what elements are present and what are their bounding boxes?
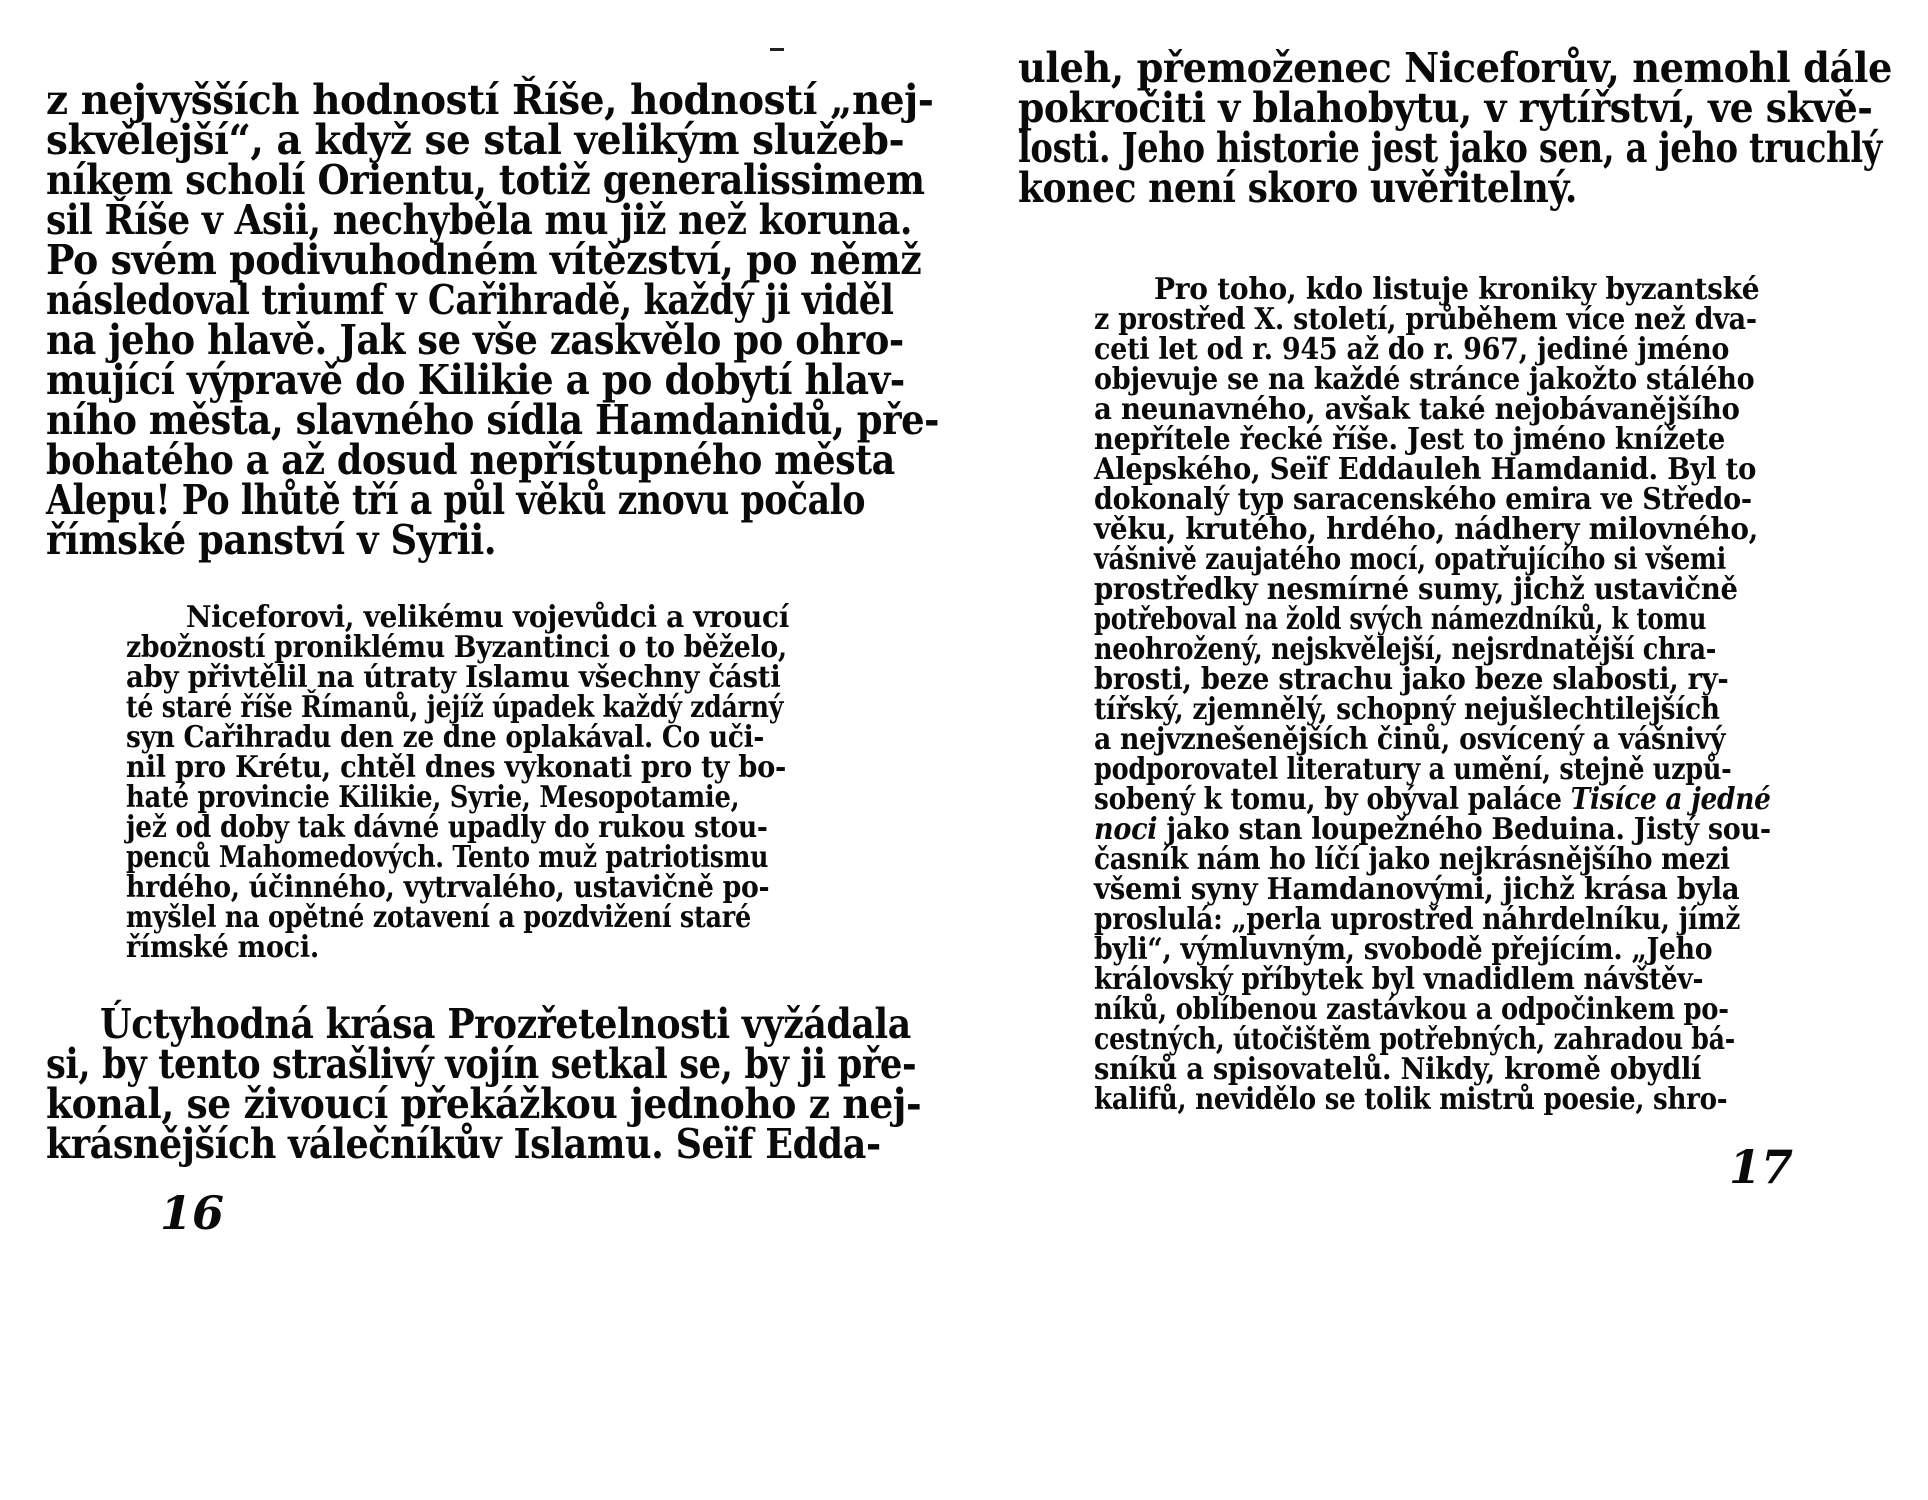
text-line: následoval triumf v Cařihradě, každý ji viděl bbox=[46, 276, 894, 324]
text-line: z prostřed X. století, průběhem více než dva- bbox=[1094, 302, 1757, 337]
text-line: Alepu! Po lhůtě tří a půl věků znovu počalo bbox=[46, 476, 866, 524]
text-line: kalifů, nevidělo se tolik mistrů poesie, shro- bbox=[1094, 1082, 1728, 1117]
text-line: Úctyhodná krása Prozřetelnosti vyžádala bbox=[100, 1000, 911, 1048]
text-line: sníků a spisovatelů. Nikdy, kromě obydlí bbox=[1094, 1052, 1702, 1087]
text-line: zbožností proniklému Byzantinci o to běželo, bbox=[126, 630, 787, 665]
text-line: té staré říše Římanů, jejíž úpadek každý zdárný bbox=[126, 690, 784, 725]
text-line: byli“, výmluvným, svobodě přejícím. „Jeho bbox=[1094, 932, 1713, 967]
text-line: krásnějších válečníkův Islamu. Seïf Edda- bbox=[46, 1120, 881, 1168]
page-number-left: 16 bbox=[160, 1186, 225, 1240]
text-line: uleh, přemoženec Niceforův, nemohl dále bbox=[1018, 44, 1892, 92]
text-line: nil pro Krétu, chtěl dnes vykonati pro ty bo- bbox=[126, 750, 787, 785]
text-line: losti. Jeho historie jest jako sen, a jeho truchlý bbox=[1018, 124, 1882, 172]
text-line: časník nám ho líčí jako nejkrásnějšího mezi bbox=[1094, 842, 1730, 877]
text-line: Pro toho, kdo listuje kroniky byzantské bbox=[1154, 272, 1760, 307]
text-line: níků, oblíbenou zastávkou a odpočinkem po- bbox=[1094, 992, 1729, 1027]
text-line: na jeho hlavě. Jak se vše zaskvělo po ohro- bbox=[46, 316, 904, 364]
text-line: si, by tento strašlivý vojín setkal se, by ji pře- bbox=[46, 1040, 917, 1088]
text-line: dokonalý typ saracenského emira ve Středo- bbox=[1094, 482, 1752, 517]
text-line: konal, se živoucí překážkou jednoho z nej- bbox=[46, 1080, 922, 1128]
text-line: nepřítele řecké říše. Jest to jméno knížete bbox=[1094, 422, 1725, 457]
text-line: objevuje se na každé stránce jakožto stálého bbox=[1094, 362, 1755, 397]
text-line: římské moci. bbox=[126, 930, 319, 965]
text-line: Po svém podivuhodném vítězství, po němž bbox=[46, 236, 922, 284]
text-line: cestných, útočištěm potřebných, zahradou bá- bbox=[1094, 1022, 1735, 1057]
text-line: brosti, beze strachu jako beze slabosti, ry- bbox=[1094, 662, 1729, 697]
text-segment: sobený k tomu, by obýval paláce bbox=[1094, 782, 1562, 817]
text-line: proslulá: „perla uprostřed náhrdelníku, jímž bbox=[1094, 902, 1741, 937]
text-line: sil Říše v Asii, nechyběla mu již než koruna. bbox=[46, 196, 913, 244]
text-line: jež od doby tak dávné upadly do rukou stou- bbox=[126, 810, 768, 845]
italic-title: noci bbox=[1094, 812, 1158, 847]
print-mark bbox=[770, 48, 784, 51]
text-line: Niceforovi, velikému vojevůdci a vroucí bbox=[186, 600, 790, 635]
text-line: ního města, slavného sídla Hamdanidů, pře- bbox=[46, 396, 940, 444]
text-segment: jako stan loupežného Beduina. Jistý sou- bbox=[1166, 812, 1771, 847]
right-page bbox=[964, 0, 1928, 1500]
text-line: královský příbytek byl vnadidlem návštěv- bbox=[1094, 962, 1704, 997]
text-line: potřeboval na žold svých námezdníků, k tomu bbox=[1094, 602, 1707, 637]
text-line: tířský, zjemnělý, schopný nejušlechtilejších bbox=[1094, 692, 1720, 727]
italic-title: Tisíce a jedné bbox=[1570, 782, 1771, 817]
text-line: neohrožený, nejskvělejší, nejsrdnatější chra- bbox=[1094, 632, 1717, 667]
text-line: a nejvznešenějších činů, osvícený a vášnivý bbox=[1094, 722, 1726, 757]
text-line: podporovatel literatury a umění, stejně uzpů- bbox=[1094, 752, 1732, 787]
text-line: Alepského, Seïf Eddauleh Hamdanid. Byl to bbox=[1094, 452, 1757, 487]
text-line: aby přivtělil na útraty Islamu všechny části bbox=[126, 660, 781, 695]
text-line: penců Mahomedových. Tento muž patriotismu bbox=[126, 840, 769, 875]
text-line: všemi syny Hamdanovými, jichž krása byla bbox=[1094, 872, 1740, 907]
page-number-right: 17 bbox=[1729, 1140, 1794, 1194]
text-line: syn Cařihradu den ze dne oplakával. Co uči- bbox=[126, 720, 765, 755]
text-line: haté provincie Kilikie, Syrie, Mesopotamie, bbox=[126, 780, 740, 815]
text-line: skvělejší“, a když se stal velikým služeb- bbox=[46, 116, 905, 164]
text-line: z nejvyšších hodností Říše, hodností „nej- bbox=[46, 76, 934, 124]
text-line: prostředky nesmírné sumy, jichž ustavičně bbox=[1094, 572, 1738, 607]
text-line: bohatého a až dosud nepřístupného města bbox=[46, 436, 895, 484]
text-line: konec není skoro uvěřitelný. bbox=[1018, 164, 1577, 212]
text-line: ceti let od r. 945 až do r. 967, jediné jméno bbox=[1094, 332, 1730, 367]
text-line: římské panství v Syrii. bbox=[46, 516, 497, 564]
text-line: myšlel na opětné zotavení a pozdvižení staré bbox=[126, 900, 751, 935]
text-line: níkem scholí Orientu, totiž generalissimem bbox=[46, 156, 925, 204]
text-line: vášnivě zaujatého mocí, opatřujícího si všemi bbox=[1094, 542, 1726, 577]
text-line: pokročiti v blahobytu, v rytířství, ve skvě- bbox=[1018, 84, 1873, 132]
text-line: a neunavného, avšak také nejobávanějšího bbox=[1094, 392, 1740, 427]
text-line: mující výpravě do Kilikie a po dobytí hlav- bbox=[46, 356, 905, 404]
text-line: věku, krutého, hrdého, nádhery milovného, bbox=[1094, 512, 1759, 547]
text-line: hrdého, účinného, vytrvalého, ustavičně po- bbox=[126, 870, 770, 905]
